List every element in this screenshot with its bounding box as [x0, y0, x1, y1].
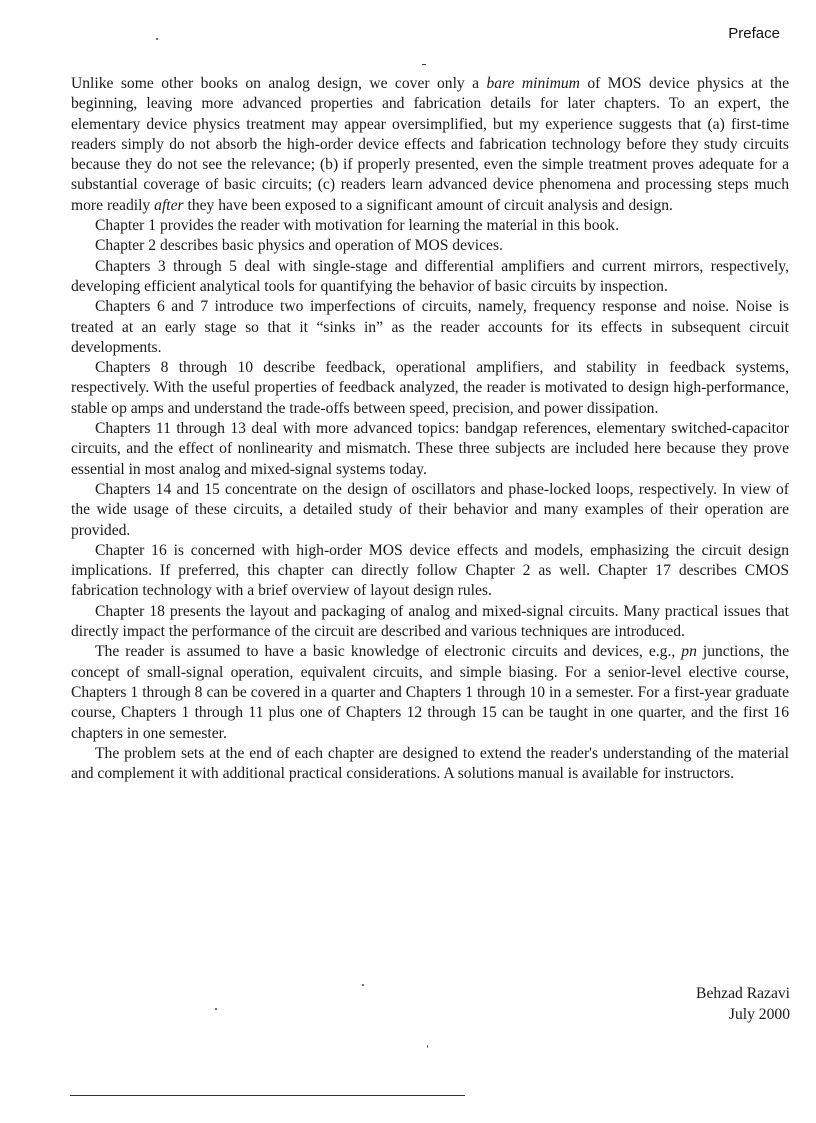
scan-speck: [422, 64, 426, 65]
paragraph-chapters-14-15: Chapters 14 and 15 concentrate on the design of oscillators and phase-locked loops, respectively. In view of the wide usage of these circuits, a detailed study of their behavior and many examples of their operation are provided.: [71, 480, 789, 539]
footer-rule: [70, 1095, 465, 1096]
scan-speck: [427, 1045, 428, 1048]
emphasis-text: bare minimum: [486, 75, 580, 92]
emphasis-text: after: [154, 196, 184, 214]
paragraph-text: The reader is assumed to have a basic knowledge of electronic circuits and devices, e.g.,: [95, 643, 682, 661]
emphasis-text: pn: [681, 643, 697, 661]
paragraph-chapter-18: Chapter 18 presents the layout and packaging of analog and mixed-signal circuits. Many practical issues that directly impact the performance of the circuit are described and various techniques are introduced.: [71, 602, 789, 641]
preface-body: [71, 74, 789, 784]
scan-speck: [156, 38, 158, 40]
paragraph-text: Unlike some other books on analog design, we cover only a: [71, 75, 487, 92]
scan-speck: [215, 1008, 217, 1010]
paragraph-text: of MOS device physics at the beginning, leaving more advanced properties and fabrication details for later chapters. To an expert, the elementary device physics treatment may appear oversimplified, but my experience suggests that (a) first-time readers simply do not absorb the high-order device effects and fabrication technology before they study circuits because they do not see the relevance; (b) if properly presented, even the simple treatment proves adequate for a substantial coverage of basic circuits; (c) readers learn advanced device phenomena and processing steps much more readily: [71, 75, 789, 214]
paragraph-intro: [71, 74, 789, 216]
paragraph-chapters-6-7: Chapters 6 and 7 introduce two imperfections of circuits, namely, frequency response and noise. Noise is treated at an early stage so that it “sinks in” as the reader accounts for its effects in subsequent circuit developments.: [71, 298, 789, 356]
signature-date: July 2000: [728, 1005, 790, 1023]
scan-speck: [362, 984, 364, 986]
paragraph-text: junctions, the concept of small-signal operation, equivalent circuits, and simple biasing. For a senior-level elective course, Chapters 1 through 8 can be covered in a quarter and Chapters 1 through 10 in a semester. For a first-year graduate course, Chapters 1 through 11 plus one of Chapters 12 through 15 can be taught in one quarter, and the first 16 chapters in one semester.: [71, 643, 789, 742]
paragraph-text: they have been exposed to a significant amount of circuit analysis and design.: [183, 196, 673, 214]
paragraph-chapters-11-13: Chapters 11 through 13 deal with more advanced topics: bandgap references, elementary switched-capacitor circuits, and the effect of nonlinearity and mismatch. These three subjects are included here because they prove essential in most analog and mixed-signal systems today.: [71, 420, 789, 478]
author-name: Behzad Razavi: [696, 985, 790, 1002]
paragraph-problem-sets: The problem sets at the end of each chapter are designed to extend the reader's understanding of the material and complement it with additional practical considerations. A solutions manual is available for instructors.: [71, 744, 789, 783]
running-head: Preface: [728, 25, 780, 42]
paragraph-chapter-2: Chapter 2 describes basic physics and operation of MOS devices.: [95, 237, 503, 255]
paragraph-chapters-3-5: Chapters 3 through 5 deal with single-stage and differential amplifiers and current mirrors, respectively, developing efficient analytical tools for quantifying the behavior of basic circuits by inspection.: [71, 257, 789, 295]
paragraph-chapters-8-10: Chapters 8 through 10 describe feedback, operational amplifiers, and stability in feedback systems, respectively. With the useful properties of feedback analyzed, the reader is motivated to design high-performance, stable op amps and understand the trade-offs between speed, precision, and power dissipation.: [71, 359, 789, 417]
signature-block: [696, 984, 790, 1025]
paragraph-chapter-1: Chapter 1 provides the reader with motivation for learning the material in this book.: [95, 217, 619, 235]
paragraph-chapters-16-17: Chapter 16 is concerned with high-order MOS device effects and models, emphasizing the circuit design implications. If preferred, this chapter can directly follow Chapter 2 as well. Chapter 17 describes CMOS fabrication technology with a brief overview of layout design rules.: [71, 541, 789, 600]
paragraph-prerequisites: [71, 642, 789, 743]
